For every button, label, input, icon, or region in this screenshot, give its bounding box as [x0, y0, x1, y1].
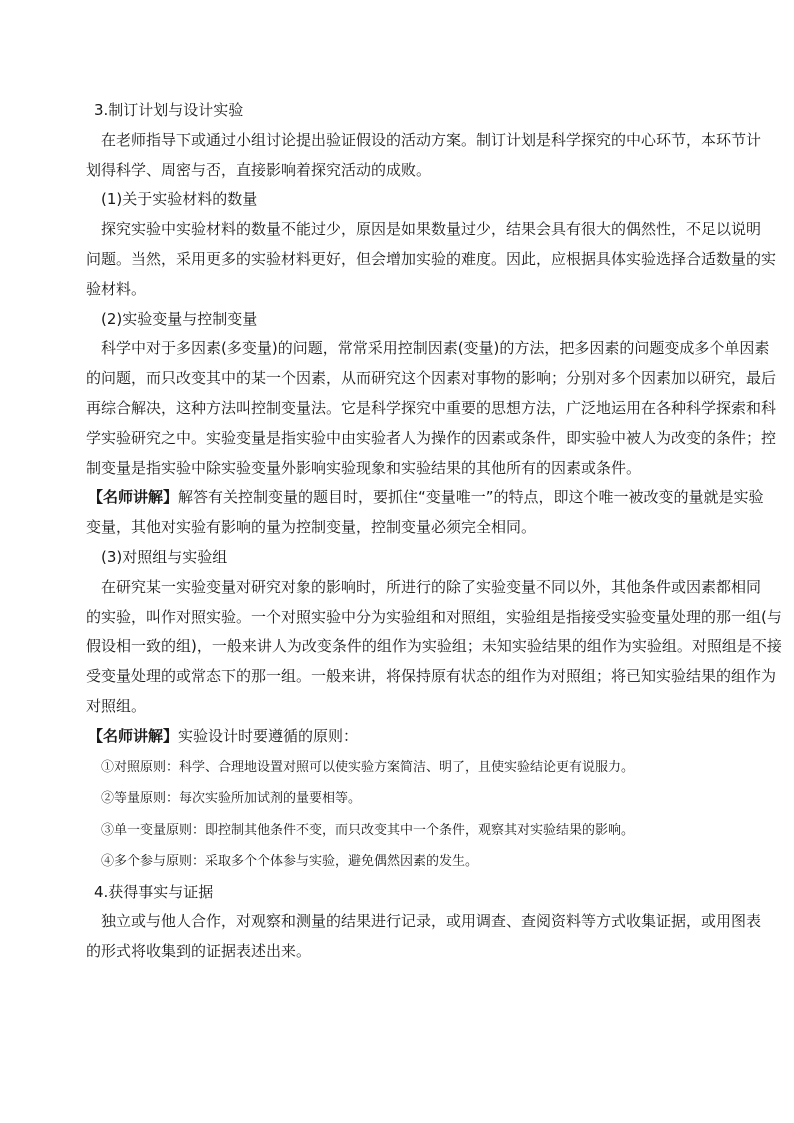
note1-label: 【名师讲解】: [88, 488, 179, 507]
section3-intro-line: 在老师指导下或通过小组讨论提出验证假设的活动方案。制订计划是科学探究的中心环节，本环节计: [101, 130, 762, 149]
section4-body-line: 的形式将收集到的证据表述出来。: [86, 942, 312, 961]
sub3-body-line: 假设相一致的组)，一般来讲人为改变条件的组作为实验组；未知实验结果的组作为实验组。对照组是不接: [86, 637, 782, 656]
note1-body-line: 变量，其他对实验有影响的量为控制变量，控制变量必须完全相同。: [86, 518, 537, 537]
principle-item: ②等量原则：每次实验所加试剂的量要相等。: [101, 791, 362, 807]
note2-paragraph: [86, 722, 714, 752]
sub1-body-line: 探究实验中实验材料的数量不能过少，原因是如果数量过少，结果会具有很大的偶然性，不足以说明: [101, 220, 762, 239]
note2-label: 【名师讲解】: [88, 726, 179, 745]
note1-paragraph: [86, 483, 764, 513]
section3-intro-line: 划得科学、周密与否，直接影响着探究活动的成败。: [86, 160, 432, 179]
note1-body-first: 解答有关控制变量的题目时，要抓住“变量唯一”的特点，即这个唯一被改变的量就是实验: [178, 488, 764, 507]
section4-body-line: 独立或与他人合作，对观察和测量的结果进行记录，或用调查、查阅资料等方式收集证据，或用图表: [101, 912, 762, 931]
sub1-title: (1)关于实验材料的数量: [101, 190, 258, 209]
sub2-body-line: 制变量是指实验中除实验变量外影响实验现象和实验结果的其他所有的因素或条件。: [86, 458, 642, 477]
sub3-body-line: 受变量处理的或常态下的那一组。一般来讲，将保持原有状态的组作为对照组；将已知实验结果的组作为: [86, 667, 777, 686]
note2-body: 实验设计时要遵循的原则：: [178, 726, 359, 745]
sub2-body-line: 再综合解决，这种方法叫控制变量法。它是科学探究中重要的思想方法，广泛地运用在各种科学探索和科: [86, 398, 777, 417]
sub1-body-line: 问题。当然，采用更多的实验材料更好，但会增加实验的难度。因此，应根据具体实验选择合适数量的实: [86, 249, 777, 268]
principle-item: ③单一变量原则：即控制其他条件不变，而只改变其中一个条件，观察其对实验结果的影响。: [101, 822, 635, 838]
sub2-body-line: 学实验研究之中。实验变量是指实验中由实验者人为操作的因素或条件，即实验中被人为改变的条件；控: [86, 428, 777, 447]
sub2-body-line: 科学中对于多因素(多变量)的问题，常常采用控制因素(变量)的方法，把多因素的问题变成多个单因素: [101, 339, 770, 358]
sub2-title: (2)实验变量与控制变量: [101, 309, 258, 328]
document-content: [86, 96, 782, 967]
section3-title: 3.制订计划与设计实验: [94, 101, 244, 119]
sub3-body-line: 在研究某一实验变量对研究对象的影响时，所进行的除了实验变量不同以外，其他条件或因素都相同: [101, 577, 762, 596]
principle-item: ①对照原则：科学、合理地设置对照可以使实验方案简洁、明了，且使实验结论更有说服力。: [101, 759, 635, 775]
sub1-body-line: 验材料。: [86, 279, 147, 298]
sub3-body-line: 的实验，叫作对照实验。一个对照实验中分为实验组和对照组，实验组是指接受实验变量处理的那一组(与: [86, 607, 782, 626]
sub2-body-line: 的问题，而只改变其中的某一个因素，从而研究这个因素对事物的影响；分别对多个因素加以研究，最后: [86, 369, 777, 388]
principle-item: ④多个参与原则：采取多个个体参与实验，避免偶然因素的发生。: [101, 854, 479, 870]
sub3-body-line: 对照组。: [86, 696, 147, 715]
section4-title: 4.获得事实与证据: [94, 882, 214, 901]
sub3-title: (3)对照组与实验组: [101, 547, 228, 566]
